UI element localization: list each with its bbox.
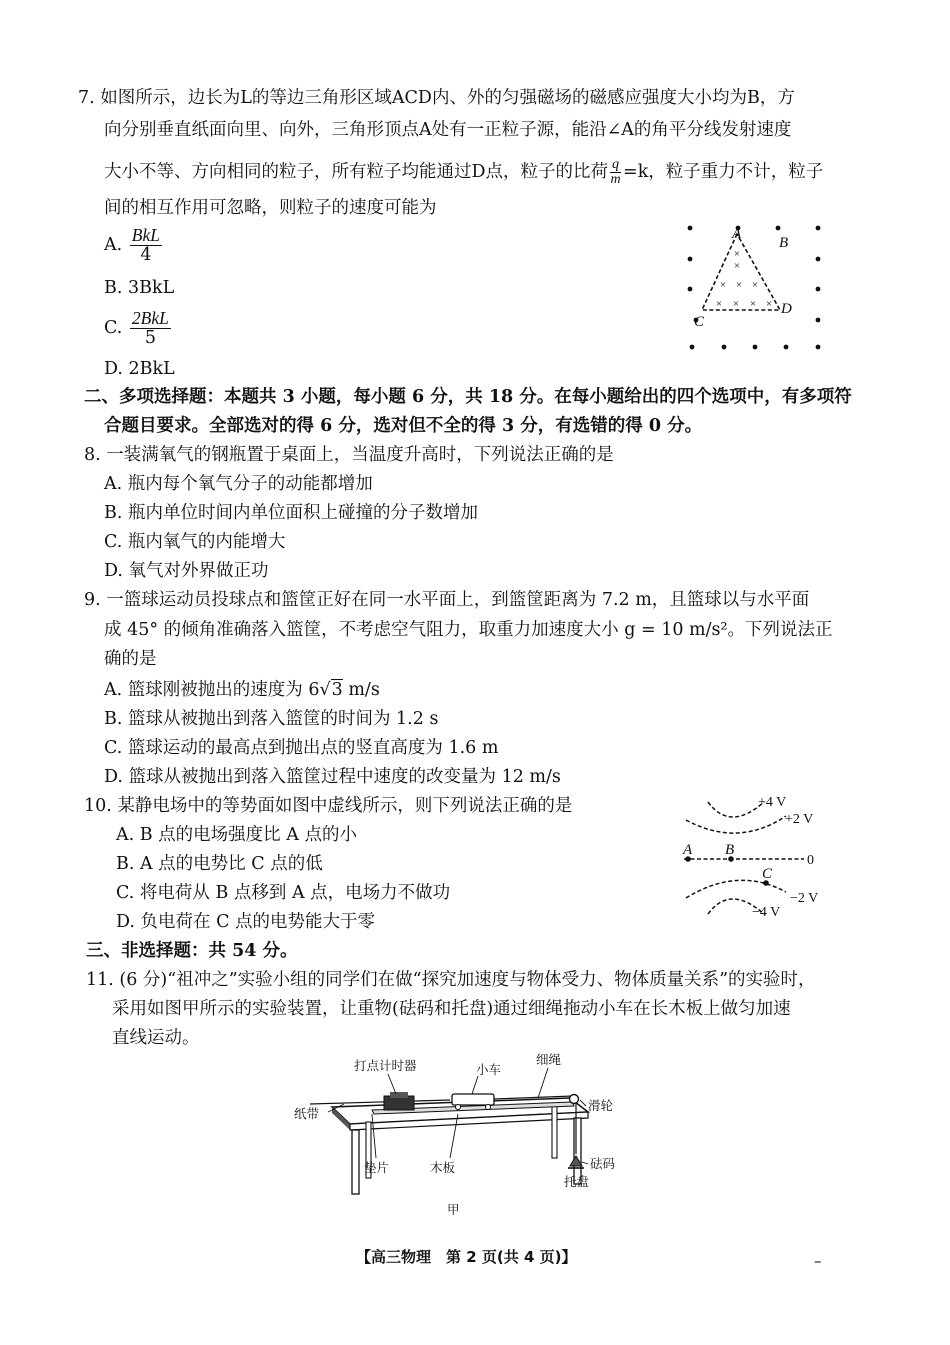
option-a-prefix: A. 篮球刚被抛出的速度为 6 — [104, 680, 320, 700]
q9-option-a[interactable] — [104, 678, 380, 702]
line-plus-2v — [686, 816, 786, 833]
q11-stem-line-1: 11. (6 分)“祖冲之”实验小组的同学们在做“探究加速度与物体受力、物体质量关系”的实验时， — [86, 970, 816, 990]
line-minus-2v — [686, 880, 786, 898]
label-a: A — [683, 842, 693, 858]
label-c: C — [694, 314, 705, 330]
q7-option-d[interactable]: D. 2BkL — [104, 359, 175, 379]
q9-stem-line-2: 成 45° 的倾角准确落入篮筐，不考虑空气阻力，取重力加速度大小 g = 10 m/s²。下列说法正 — [104, 620, 833, 640]
label-c: C — [762, 866, 773, 882]
magnetic-field-triangle-figure — [680, 222, 830, 357]
q8-option-c[interactable]: C. 瓶内氧气的内能增大 — [104, 532, 286, 552]
fraction-denominator: m — [610, 172, 621, 187]
label-minus-4v: −4 V — [752, 905, 781, 920]
q7-stem-line-1: 如图所示，边长为L的等边三角形区域ACD内、外的匀强磁场的磁感应强度大小均为B，方 — [100, 88, 795, 108]
ticker-timer-top — [390, 1092, 408, 1098]
label-pad: 垫片 — [364, 1161, 390, 1175]
q9-option-d[interactable]: D. 篮球从被抛出到落入篮筐过程中速度的改变量为 12 m/s — [104, 767, 561, 787]
q9-stem-line-3: 确的是 — [104, 649, 157, 669]
svg-text:×: × — [715, 298, 723, 310]
ticker-timer — [384, 1096, 414, 1110]
q10-option-a[interactable]: A. B 点的电场强度比 A 点的小 — [116, 825, 357, 845]
table-leg — [552, 1106, 557, 1158]
label-zero: 0 — [807, 853, 814, 868]
fraction-numerator: 2BkL — [131, 308, 169, 328]
svg-text:×: × — [732, 298, 740, 310]
q7-stem-line-2: 向分别垂直纸面向里、向外，三角形顶点A处有一正粒子源，能沿∠A的角平分线发射速度 — [104, 120, 792, 140]
label-a: A — [732, 226, 742, 242]
q9-option-b[interactable]: B. 篮球从被抛出到落入篮筐的时间为 1.2 s — [104, 709, 439, 729]
line-plus-4v — [708, 802, 764, 817]
label-car: 小车 — [476, 1063, 502, 1077]
section-3-title: 三、非选择题：共 54 分。 — [86, 941, 298, 961]
label-rope: 细绳 — [536, 1053, 562, 1067]
svg-text:×: × — [751, 279, 759, 291]
option-label: A. — [104, 235, 123, 255]
cart-wheel — [456, 1105, 461, 1110]
svg-text:×: × — [719, 279, 727, 291]
fraction-denominator: 4 — [140, 245, 152, 265]
q8-option-a[interactable]: A. 瓶内每个氧气分子的动能都增加 — [104, 474, 373, 494]
svg-text:×: × — [733, 248, 741, 260]
sqrt-radicand: 3 — [331, 680, 343, 700]
leader-line — [582, 1162, 588, 1164]
fraction-denominator: 5 — [144, 328, 156, 348]
leader-line — [580, 1100, 586, 1106]
field-in-crosses — [716, 248, 772, 310]
footer-mark: – — [814, 1252, 822, 1270]
figure-caption: 甲 — [447, 1203, 460, 1217]
q7-stem-line-3a: 大小不等、方向相同的粒子，所有粒子均能通过D点，粒子的比荷 — [104, 162, 609, 182]
option-label: C. — [104, 318, 123, 338]
fraction-numerator: BkL — [131, 225, 160, 245]
q7-option-c[interactable] — [104, 305, 173, 351]
q10-option-b[interactable]: B. A 点的电势比 C 点的低 — [116, 854, 323, 874]
q7-option-a[interactable] — [104, 222, 164, 268]
cart — [452, 1094, 494, 1105]
label-weight: 砝码 — [590, 1157, 616, 1171]
pulley — [570, 1095, 579, 1104]
q8-stem: 8. 一装满氧气的钢瓶置于桌面上，当温度升高时，下列说法正确的是 — [84, 445, 614, 465]
svg-text:×: × — [733, 260, 741, 272]
q10-option-d[interactable]: D. 负电荷在 C 点的电势能大于零 — [116, 912, 376, 932]
q8-option-b[interactable]: B. 瓶内单位时间内单位面积上碰撞的分子数增加 — [104, 503, 478, 523]
cart-wheel — [486, 1105, 491, 1110]
label-b: B — [725, 842, 735, 858]
table-leg — [352, 1130, 359, 1194]
q7-number: 7. — [78, 88, 95, 108]
sqrt-sign: √ — [319, 680, 331, 700]
leader-line — [388, 1074, 396, 1094]
experiment-apparatus-figure — [280, 1052, 640, 1222]
q9-stem-line-1: 9. 一篮球运动员投球点和篮筐正好在同一水平面上，到篮筐距离为 7.2 m，且篮球以与水平面 — [84, 590, 810, 610]
leader-line — [538, 1068, 548, 1098]
q11-stem-line-2: 采用如图甲所示的实验装置，让重物(砝码和托盘)通过细绳拖动小车在长木板上做匀加速 — [112, 999, 791, 1019]
label-tape: 纸带 — [294, 1107, 320, 1121]
q9-option-c[interactable]: C. 篮球运动的最高点到抛出点的竖直高度为 1.6 m — [104, 738, 499, 758]
label-board: 木板 — [430, 1161, 456, 1175]
svg-text:×: × — [749, 298, 757, 310]
label-d: D — [781, 301, 792, 317]
option-a-unit: m/s — [342, 680, 380, 700]
label-plus-2v: +2 V — [785, 812, 814, 827]
charge-mass-ratio-fraction — [610, 158, 621, 187]
label-b: B — [779, 235, 789, 251]
q7-line-1 — [78, 86, 795, 110]
option-c-fraction — [130, 309, 171, 348]
q7-line-3 — [104, 150, 823, 194]
section-2-line-1: 二、多项选择题：本题共 3 小题，每小题 6 分，共 18 分。在每小题给出的四个选项中，有多项符 — [84, 387, 852, 407]
option-a-fraction — [130, 226, 162, 265]
q10-option-c[interactable]: C. 将电荷从 B 点移到 A 点，电场力不做功 — [116, 883, 451, 903]
q7-option-b[interactable]: B. 3BkL — [104, 278, 175, 298]
label-pulley: 滑轮 — [588, 1099, 614, 1113]
q10-stem: 10. 某静电场中的等势面如图中虚线所示，则下列说法正确的是 — [84, 796, 573, 816]
label-tray: 托盘 — [564, 1175, 590, 1189]
label-plus-4v: +4 V — [758, 795, 787, 810]
page-footer: 【高三物理 第 2 页(共 4 页)】 — [356, 1248, 577, 1266]
q7-stem-line-4: 间的相互作用可忽略，则粒子的速度可能为 — [104, 198, 437, 218]
section-2-line-2: 合题目要求。全部选对的得 6 分，选对但不全的得 3 分，有选错的得 0 分。 — [104, 416, 703, 436]
label-timer: 打点计时器 — [354, 1059, 417, 1073]
svg-text:×: × — [735, 279, 743, 291]
leader-line — [472, 1076, 478, 1094]
q8-option-d[interactable]: D. 氧气对外界做正功 — [104, 561, 269, 581]
label-minus-2v: −2 V — [790, 891, 819, 906]
q7-stem-line-3b: =k，粒子重力不计，粒子 — [623, 162, 824, 182]
fraction-numerator: q — [612, 157, 620, 172]
svg-text:×: × — [765, 298, 773, 310]
equipotential-figure — [680, 792, 830, 920]
q11-stem-line-3: 直线运动。 — [112, 1028, 200, 1048]
